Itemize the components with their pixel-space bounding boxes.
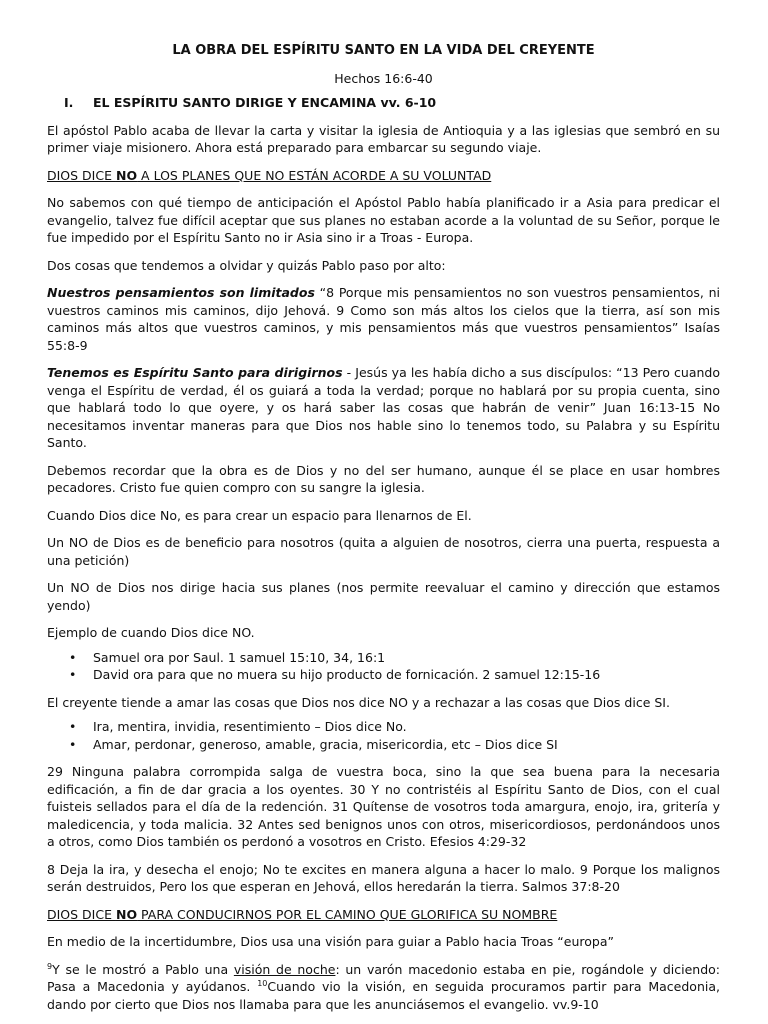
paragraph-pensamientos [47, 284, 720, 354]
paragraph-incertidumbre: En medio de la incertidumbre, Dios usa una visión para guiar a Pablo hacia Troas “europa” [47, 934, 614, 949]
bullet-icon: • [69, 649, 77, 665]
list-item [47, 718, 720, 736]
paragraph-intro: El apóstol Pablo acaba de llevar la carta y visitar la iglesia de Antioquia y a las iglesias que sembró en su primer viaje misionero. Ahora está preparado para embarcar su segundo viaje. [47, 122, 720, 155]
examples-list [47, 649, 720, 684]
subheading-dios-dice-no-camino [47, 906, 720, 924]
list-item-text: Samuel ora por Saul. 1 samuel 15:10, 34, 16:1 [93, 649, 386, 665]
contrast-list [47, 718, 720, 753]
subheading-text: A LOS PLANES QUE NO ESTÁN ACORDE A SU VOLUNTAD [137, 167, 492, 183]
section-heading [47, 94, 720, 112]
paragraph-espiritu [47, 364, 720, 452]
paragraph-dirige: Un NO de Dios nos dirige hacia sus planes (nos permite reevaluar el camino y dirección que estamos yendo) [47, 580, 720, 613]
subheading-bold: NO [115, 167, 138, 183]
paragraph-text: Y se le mostró a Pablo una [52, 961, 234, 977]
paragraph-ejemplo: Ejemplo de cuando Dios dice NO. [47, 625, 255, 640]
paragraph-vision [47, 961, 720, 1014]
verse-number: 10 [257, 978, 268, 988]
paragraph-text: Cuando vio la visión, en seguida procuramos partir para Macedonia, dando por cierto que Dios nos llamaba para que les anunciásemos el evangelio. vv.9-10 [47, 979, 720, 1012]
paragraph-dos-cosas: Dos cosas que tendemos a olvidar y quizás Pablo paso por alto: [47, 257, 446, 273]
paragraph-body: “8 Porque mis pensamientos no son vuestros pensamientos, ni vuestros caminos mis caminos, dijo Jehová. 9 Como son más altos los cielos que la tierra, así son mis caminos más altos que vuestros caminos, y mis pensamientos más que vuestros pensamientos” Isaías 55:8-9 [47, 285, 720, 353]
paragraph-lead: Nuestros pensamientos son limitados [47, 285, 315, 300]
paragraph-creyente: El creyente tiende a amar las cosas que Dios nos dice NO y a rechazar a las cosas que Dios dice SI. [47, 694, 670, 710]
bullet-icon: • [69, 736, 77, 752]
verse-number: 9 [47, 961, 53, 971]
section-number: I. [64, 95, 74, 110]
subheading-dios-dice-no-planes [47, 167, 720, 185]
subheading-text: PARA CONDUCIRNOS POR EL CAMINO QUE GLORIFICA SU NOMBRE [137, 906, 558, 922]
paragraph-lead: Tenemos es Espíritu Santo para dirigirnos [47, 365, 343, 380]
paragraph-salmos: 8 Deja la ira, y desecha el enojo; No te excites en manera alguna a hacer lo malo. 9 Porque los malignos serán destruidos, Pero los que esperan en Jehová, ellos heredarán la tierra. Salmos 37:8-20 [47, 861, 720, 894]
list-item-text: David ora para que no muera su hijo producto de fornicación. 2 samuel 12:15-16 [93, 667, 601, 682]
paragraph-no-sabemos: No sabemos con qué tiempo de anticipación el Apóstol Pablo había planificado ir a Asia para predicar el evangelio, talvez fue difícil aceptar que sus planes no estaban acorde a la voluntad de su Señor, porque le fue impedido por el Espíritu Santo no ir Asia sino ir a Troas - Europa. [47, 195, 720, 245]
paragraph-text: : un varón macedonio estaba en pie, rogándole y diciendo: Pasa a Macedonia y ayúdanos. [47, 961, 720, 994]
subheading-text: DIOS DICE [47, 167, 116, 183]
bullet-icon: • [69, 667, 77, 682]
list-item-text: Ira, mentira, invidia, resentimiento – Dios dice No. [93, 719, 407, 734]
paragraph-body: - Jesús ya les había dicho a sus discípulos: “13 Pero cuando venga el Espíritu de verdad, él os guiará a toda la verdad; porque no hablará por su propia cuenta, sino que hablará todo lo que oyere, y os hará saber las cosas que habrán de venir” Juan 16:13-15 No necesitamos inventar maneras para que Dios nos hable sino lo tenemos todo, su Palabra y su Espíritu Santo. [47, 365, 720, 450]
paragraph-efesios: 29 Ninguna palabra corrompida salga de vuestra boca, sino la que sea buena para la necesaria edificación, a fin de dar gracia a los oyentes. 30 Y no contristéis al Espíritu Santo de Dios, con el cual fuisteis sellados para el día de la redención. 31 Quítense de vosotros toda amargura, enojo, ira, gritería y maledicencia, y toda malicia. 32 Antes sed benignos unos con otros, misericordiosos, perdonándoos unos a otros, como Dios también os perdonó a vosotros en Cristo. Efesios 4:29-32 [47, 764, 720, 849]
document-title: LA OBRA DEL ESPÍRITU SANTO EN LA VIDA DEL CREYENTE [172, 43, 595, 58]
underlined-phrase: visión de noche [233, 961, 336, 977]
list-item [47, 649, 720, 667]
paragraph-recordar: Debemos recordar que la obra es de Dios y no del ser humano, aunque él se place en usar hombres pecadores. Cristo fue quien compro con su sangre la iglesia. [47, 462, 720, 495]
list-item [47, 736, 720, 754]
list-item-text: Amar, perdonar, generoso, amable, gracia, misericordia, etc – Dios dice SI [93, 736, 558, 752]
scripture-reference: Hechos 16:6-40 [334, 70, 433, 86]
bullet-icon: • [69, 719, 77, 734]
section-title: EL ESPÍRITU SANTO DIRIGE Y ENCAMINA vv. 6-10 [93, 95, 437, 110]
paragraph-beneficio: Un NO de Dios es de beneficio para nosotros (quita a alguien de nosotros, cierra una puerta, respuesta a una petición) [47, 535, 720, 568]
subheading-text: DIOS DICE [47, 906, 116, 922]
subheading-bold: NO [115, 906, 138, 922]
paragraph-cuando-dios-dice-no: Cuando Dios dice No, es para crear un espacio para llenarnos de El. [47, 507, 472, 523]
list-item [47, 666, 720, 684]
